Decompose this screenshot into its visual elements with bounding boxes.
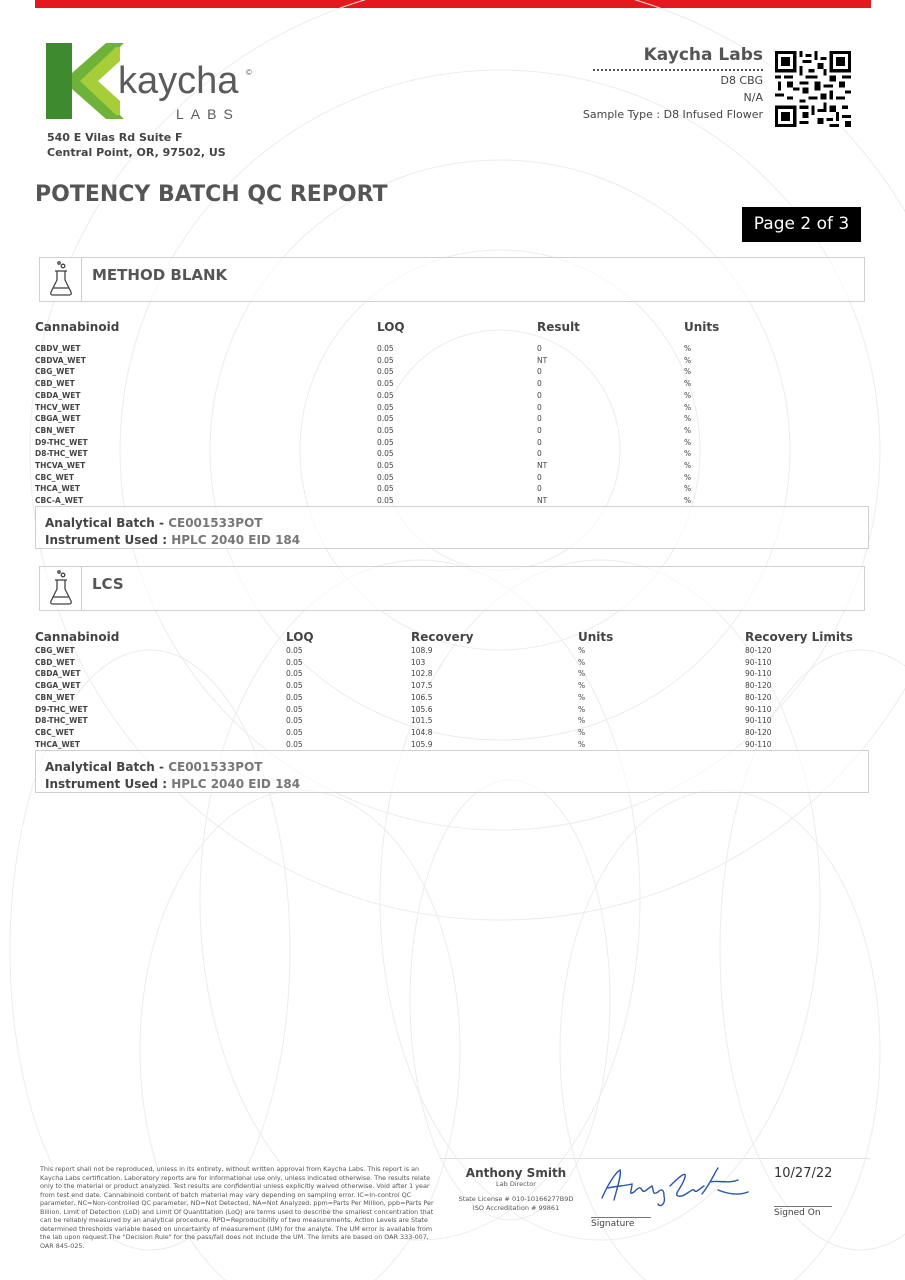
- table-cell: 0.05: [377, 344, 394, 353]
- table-row: [35, 367, 865, 379]
- table-cell: NT: [537, 355, 548, 365]
- table-cell: 0: [537, 472, 542, 482]
- table-cell: %: [578, 739, 586, 749]
- lcs-header-recovery-limits: Recovery Limits: [745, 630, 853, 644]
- lab-name: Kaycha Labs: [643, 45, 763, 65]
- table-cell: 0.05: [377, 496, 394, 506]
- director-title: Lab Director: [496, 1180, 536, 1188]
- table-cell: 104.8: [411, 727, 433, 737]
- lcs-header-loq: LOQ: [286, 630, 314, 644]
- table-cell: %: [684, 414, 692, 424]
- table-row: [35, 426, 865, 438]
- table-cell: D9-THC_WET: [35, 704, 88, 714]
- table-cell: 0.05: [286, 646, 303, 655]
- lcs-header-cannabinoid: Cannabinoid: [35, 630, 120, 644]
- signature-line: [591, 1217, 651, 1218]
- table-cell: 80-120: [745, 727, 772, 737]
- lcs-header-recovery: Recovery: [411, 630, 474, 644]
- table-cell: CBDA_WET: [35, 669, 81, 679]
- batch-value: CE001533POT: [168, 760, 263, 774]
- disclaimer-text: This report shall not be reproduced, unless in its entirety, without written approval from Kaycha Labs. This report is an Kaycha Labs certification. Laboratory reports are for informational use only, unless indicated otherwise. The results relate only to the material or product analyzed. Test results are confidential unless explicitly waived otherwise. Void after 1 year from test end date. Cannabinoid content of batch material may vary depending on sampling error. IC=In-control QC parameter, NC=Non-controlled QC parameter, ND=Not Detected, NA=Not Analyzed, ppm=Parts Per Million, ppb=Parts Per Billion. Limit of Detection (LoD) and Limit Of Quantitation (LoQ) are terms used to describe the smallest concentration that can be reliably measured by an analytical procedure. RPD=Reproducibility of two measurements. Action Levels are State determined thresholds variable based on uncertainty of measurement (UM) for the analyte. The UM error is available from the lab upon request.The "Decision Rule" for the pass/fail does not include the UM. The limits are based on OAR 333-007, OAR 845-025.: [40, 1165, 434, 1250]
- table-cell: 0.05: [377, 367, 394, 377]
- table-cell: 0.05: [377, 414, 394, 424]
- table-cell: %: [578, 669, 586, 679]
- table-cell: CBGA_WET: [35, 681, 81, 691]
- table-cell: 0.05: [286, 669, 303, 679]
- table-cell: CBG_WET: [35, 646, 75, 655]
- table-cell: %: [578, 727, 586, 737]
- table-cell: %: [578, 657, 586, 667]
- director-name: Anthony Smith: [465, 1166, 567, 1180]
- table-row: [35, 344, 865, 356]
- table-cell: 90-110: [745, 716, 772, 726]
- table-cell: D8-THC_WET: [35, 716, 88, 726]
- mb-header-result: Result: [537, 320, 580, 334]
- table-cell: 80-120: [745, 692, 772, 702]
- flask-icon: [40, 567, 82, 610]
- iso-accreditation: ISO Accreditation # 99861: [472, 1204, 560, 1212]
- table-row: [35, 705, 865, 717]
- table-cell: THCV_WET: [35, 402, 80, 412]
- table-cell: 0.05: [286, 727, 303, 737]
- table-cell: 0: [537, 344, 542, 353]
- table-row: [35, 716, 865, 728]
- svg-text:©: ©: [246, 68, 252, 77]
- lcs-header: [39, 566, 865, 611]
- signature-image: [598, 1164, 754, 1210]
- table-row: [35, 438, 865, 450]
- table-cell: 0.05: [286, 657, 303, 667]
- table-cell: 0: [537, 390, 542, 400]
- table-cell: THCVA_WET: [35, 461, 86, 470]
- table-cell: 0.05: [377, 379, 394, 389]
- batch-value: CE001533POT: [168, 516, 263, 530]
- footer-divider: [440, 1158, 870, 1159]
- table-cell: 90-110: [745, 704, 772, 714]
- method-blank-batch-info: [35, 506, 869, 549]
- table-cell: 0.05: [377, 355, 394, 365]
- instrument-value: HPLC 2040 EID 184: [171, 777, 301, 791]
- table-cell: %: [684, 379, 692, 389]
- table-cell: %: [684, 472, 692, 482]
- table-cell: 0.05: [286, 704, 303, 714]
- table-cell: CBDV_WET: [35, 344, 81, 353]
- instrument-value: HPLC 2040 EID 184: [171, 533, 301, 547]
- table-cell: %: [684, 355, 692, 365]
- table-cell: 0.05: [286, 716, 303, 726]
- batch-label: Analytical Batch -: [45, 760, 169, 774]
- table-cell: 0.05: [377, 472, 394, 482]
- table-row: [35, 473, 865, 485]
- table-cell: 0: [537, 484, 542, 494]
- table-cell: 108.9: [411, 646, 433, 655]
- table-row: [35, 646, 865, 658]
- sample-type: Sample Type : D8 Infused Flower: [582, 108, 763, 121]
- table-cell: 105.9: [411, 739, 433, 749]
- table-cell: CBDVA_WET: [35, 355, 86, 365]
- table-cell: %: [684, 484, 692, 494]
- table-cell: %: [684, 449, 692, 459]
- state-license: State License # 010-10166277B9D: [458, 1195, 574, 1203]
- table-cell: 106.5: [411, 692, 433, 702]
- table-cell: 0: [537, 414, 542, 424]
- instrument-label: Instrument Used :: [45, 533, 172, 547]
- table-row: [35, 379, 865, 391]
- table-cell: D8-THC_WET: [35, 449, 88, 459]
- table-row: [35, 484, 865, 496]
- table-cell: %: [578, 704, 586, 714]
- table-cell: 0: [537, 402, 542, 412]
- table-cell: NT: [537, 461, 548, 470]
- mb-header-loq: LOQ: [377, 320, 405, 334]
- instrument-label: Instrument Used :: [45, 777, 172, 791]
- table-cell: 0.05: [377, 425, 394, 435]
- table-cell: CBC_WET: [35, 727, 74, 737]
- address-line-1: 540 E Vilas Rd Suite F: [47, 131, 183, 144]
- table-cell: 0.05: [377, 437, 394, 447]
- table-cell: CBDA_WET: [35, 390, 81, 400]
- table-cell: 0: [537, 379, 542, 389]
- table-row: [35, 693, 865, 705]
- table-row: [35, 391, 865, 403]
- table-cell: %: [578, 681, 586, 691]
- table-cell: CBD_WET: [35, 657, 75, 667]
- table-row: [35, 658, 865, 670]
- table-cell: CBN_WET: [35, 692, 75, 702]
- table-cell: 101.5: [411, 716, 433, 726]
- logo-wordmark: kaycha: [118, 60, 239, 102]
- table-cell: 80-120: [745, 681, 772, 691]
- dotted-divider: [593, 69, 763, 71]
- table-row: [35, 681, 865, 693]
- table-cell: 105.6: [411, 704, 433, 714]
- table-cell: 90-110: [745, 739, 772, 749]
- batch-label: Analytical Batch -: [45, 516, 169, 530]
- table-cell: 80-120: [745, 646, 772, 655]
- table-row: [35, 414, 865, 426]
- table-cell: CBGA_WET: [35, 414, 81, 424]
- top-red-bar: [35, 0, 871, 8]
- mb-header-units: Units: [684, 320, 720, 334]
- table-cell: 0.05: [286, 692, 303, 702]
- lab-director-block: [452, 1166, 580, 1213]
- table-cell: NT: [537, 496, 548, 506]
- table-cell: CBG_WET: [35, 367, 75, 377]
- table-cell: 0.05: [377, 461, 394, 470]
- table-cell: %: [578, 646, 586, 655]
- table-cell: CBC_WET: [35, 472, 74, 482]
- table-cell: 0: [537, 425, 542, 435]
- table-row: [35, 728, 865, 740]
- table-row: [35, 403, 865, 415]
- date-line: [774, 1206, 832, 1207]
- method-blank-header: [39, 257, 865, 302]
- table-cell: THCA_WET: [35, 484, 80, 494]
- signed-on-label: Signed On: [774, 1208, 821, 1218]
- logo-subtitle: LABS: [176, 106, 240, 122]
- table-cell: 90-110: [745, 669, 772, 679]
- table-cell: %: [684, 425, 692, 435]
- table-cell: 107.5: [411, 681, 433, 691]
- table-cell: %: [684, 437, 692, 447]
- lcs-batch-info: [35, 750, 869, 793]
- product-name: D8 CBG: [720, 74, 763, 87]
- header-info: [483, 45, 763, 122]
- table-cell: %: [684, 390, 692, 400]
- table-cell: %: [684, 461, 692, 470]
- lcs-header-units: Units: [578, 630, 614, 644]
- table-cell: 102.8: [411, 669, 433, 679]
- table-cell: D9-THC_WET: [35, 437, 88, 447]
- table-cell: 0.05: [377, 449, 394, 459]
- mb-header-cannabinoid: Cannabinoid: [35, 320, 120, 334]
- flask-icon: [40, 258, 82, 301]
- table-cell: 0.05: [377, 484, 394, 494]
- qr-code[interactable]: [775, 51, 851, 127]
- table-cell: 0: [537, 367, 542, 377]
- table-cell: %: [684, 344, 692, 353]
- table-cell: %: [684, 402, 692, 412]
- address-line-2: Central Point, OR, 97502, US: [47, 146, 226, 159]
- table-cell: 0.05: [286, 681, 303, 691]
- table-cell: %: [684, 496, 692, 506]
- table-cell: CBC-A_WET: [35, 496, 84, 506]
- table-cell: 0: [537, 449, 542, 459]
- kaycha-labs-logo: [46, 43, 256, 123]
- table-row: [35, 461, 865, 473]
- table-cell: 0.05: [286, 739, 303, 749]
- signed-date: 10/27/22: [774, 1166, 833, 1181]
- table-row: [35, 449, 865, 461]
- batch-na: N/A: [743, 91, 763, 104]
- table-cell: %: [578, 716, 586, 726]
- table-cell: THCA_WET: [35, 739, 80, 749]
- table-cell: 0: [537, 437, 542, 447]
- table-cell: CBN_WET: [35, 425, 75, 435]
- table-cell: 0.05: [377, 390, 394, 400]
- report-title: POTENCY BATCH QC REPORT: [35, 182, 388, 207]
- table-row: [35, 356, 865, 368]
- method-blank-title: METHOD BLANK: [92, 266, 228, 284]
- table-cell: %: [684, 367, 692, 377]
- signature-label: Signature: [591, 1219, 635, 1229]
- table-cell: 103: [411, 657, 426, 667]
- lcs-title: LCS: [92, 575, 124, 593]
- table-cell: CBD_WET: [35, 379, 75, 389]
- table-cell: 90-110: [745, 657, 772, 667]
- table-row: [35, 669, 865, 681]
- table-cell: %: [578, 692, 586, 702]
- table-cell: 0.05: [377, 402, 394, 412]
- page-indicator: Page 2 of 3: [742, 207, 861, 242]
